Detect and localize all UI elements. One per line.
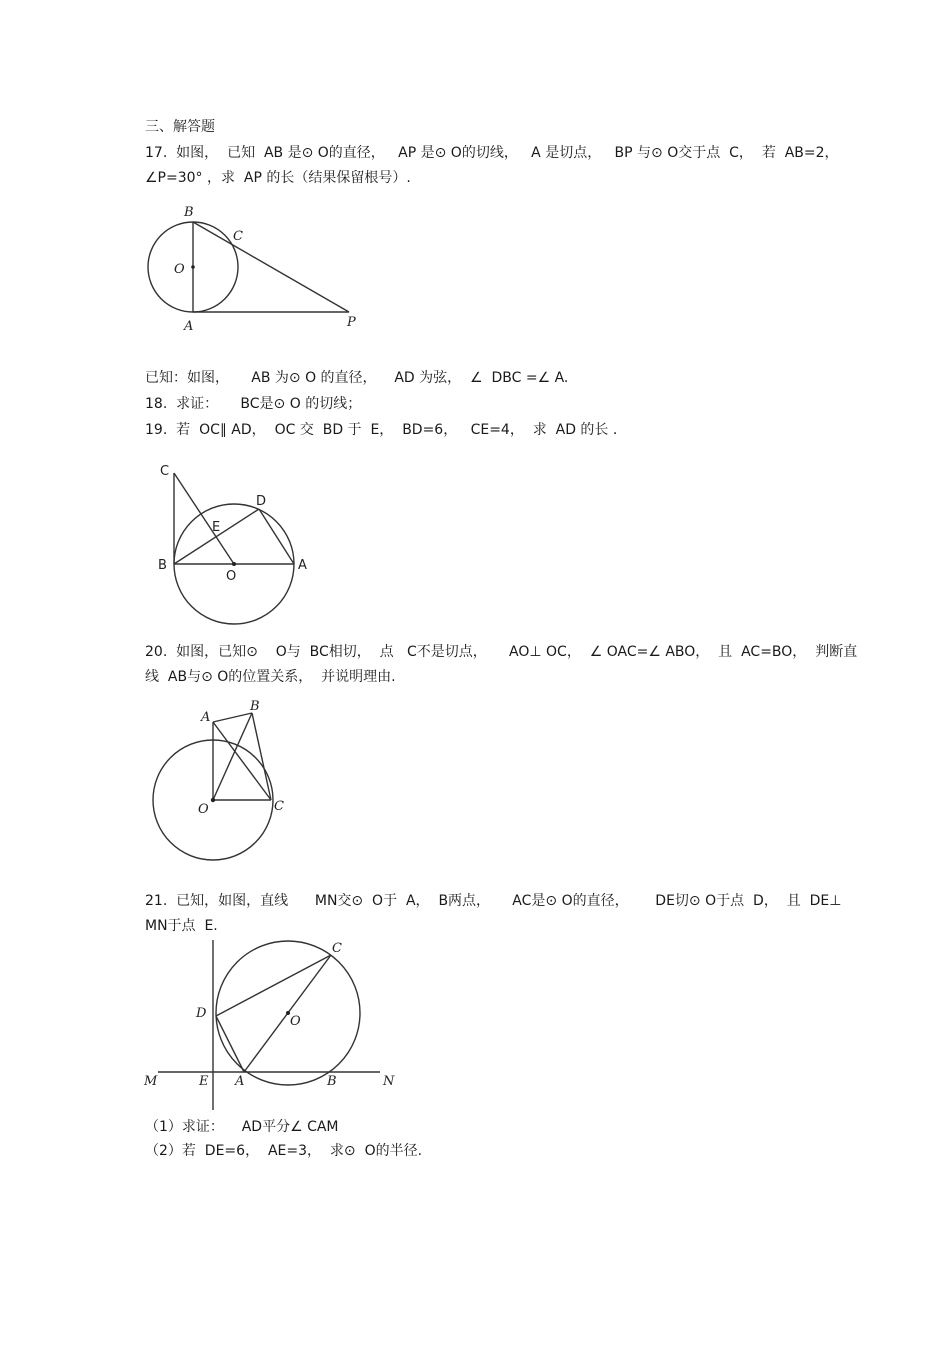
- q17-center-dot: [191, 265, 195, 269]
- q19-label-e: E: [212, 520, 221, 535]
- q19-label-d: D: [256, 494, 267, 509]
- section-title: 三、解答题: [145, 119, 215, 135]
- q17-label-a: A: [184, 319, 194, 334]
- q21-label-e: E: [199, 1074, 209, 1089]
- q20-line-ab: [213, 713, 252, 722]
- q21-line-2: MN于点 E.: [145, 918, 218, 934]
- q19-chord-ad: [259, 509, 294, 564]
- q19-label-c: C: [160, 464, 170, 479]
- q20-line-2: 线 AB与⊙ O的位置关系， 并说明理由.: [145, 669, 396, 685]
- q21-label-m: M: [144, 1074, 158, 1089]
- q21-line-1: 21. 已知，如图，直线 MN交⊙ O于 A， B两点， AC是⊙ O的直径， DE切⊙ O于点 D， 且 DE⊥: [145, 893, 842, 909]
- q21-label-d: D: [196, 1006, 207, 1021]
- q21-chord-da: [216, 1016, 244, 1072]
- q19-line-co: [174, 473, 234, 564]
- q19-label-b: B: [158, 558, 167, 573]
- q19-label-o: O: [226, 569, 237, 584]
- q21-label-o: O: [290, 1014, 301, 1029]
- q18-text: 18. 求证： BC是⊙ O 的切线；: [145, 396, 362, 412]
- q21-part-1: （1）求证： AD平分∠ CAM: [145, 1119, 339, 1135]
- q18-19-intro: 已知：如图， AB 为⊙ O 的直径， AD 为弦， ∠ DBC =∠ A.: [145, 370, 569, 386]
- q20-label-c: C: [274, 799, 284, 814]
- q21-part-2: （2）若 DE=6， AE=3， 求⊙ O的半径.: [145, 1143, 423, 1159]
- q20-figure: [145, 692, 300, 867]
- q20-label-b: B: [250, 699, 260, 714]
- q21-label-n: N: [383, 1074, 395, 1089]
- q17-label-c: C: [233, 229, 243, 244]
- q17-label-b: B: [184, 205, 194, 220]
- q19-label-a: A: [298, 558, 307, 573]
- q20-line-bo: [213, 713, 252, 800]
- q17-figure: [140, 200, 380, 340]
- q17-secant-bp: [193, 222, 349, 312]
- q21-label-c: C: [332, 941, 342, 956]
- q19-chord-bd: [174, 509, 259, 564]
- q17-label-o: O: [174, 262, 185, 277]
- q17-line-2: ∠P=30° ，求 AP 的长（结果保留根号）.: [145, 170, 411, 186]
- q20-line-1: 20. 如图，已知⊙ O与 BC相切， 点 C不是切点， AO⊥ OC， ∠ OAC=∠ ABO， 且 AC=BO， 判断直: [145, 644, 858, 660]
- q19-center-dot: [232, 562, 236, 566]
- q19-figure: [150, 455, 320, 630]
- q17-line-1: 17. 如图， 已知 AB 是⊙ O的直径， AP 是⊙ O的切线， A 是切点， BP 与⊙ O交于点 C， 若 AB=2，: [145, 145, 839, 161]
- q21-chord-dc: [216, 955, 331, 1016]
- q17-label-p: P: [347, 315, 356, 330]
- q20-center-dot: [211, 798, 215, 802]
- q20-label-o: O: [198, 802, 209, 817]
- q21-label-a: A: [235, 1074, 245, 1089]
- q21-label-b: B: [327, 1074, 337, 1089]
- q21-figure: [140, 935, 410, 1115]
- q19-text: 19. 若 OC∥ AD， OC 交 BD 于 E， BD=6， CE=4， 求 AD 的长 .: [145, 422, 618, 438]
- q20-label-a: A: [201, 710, 211, 725]
